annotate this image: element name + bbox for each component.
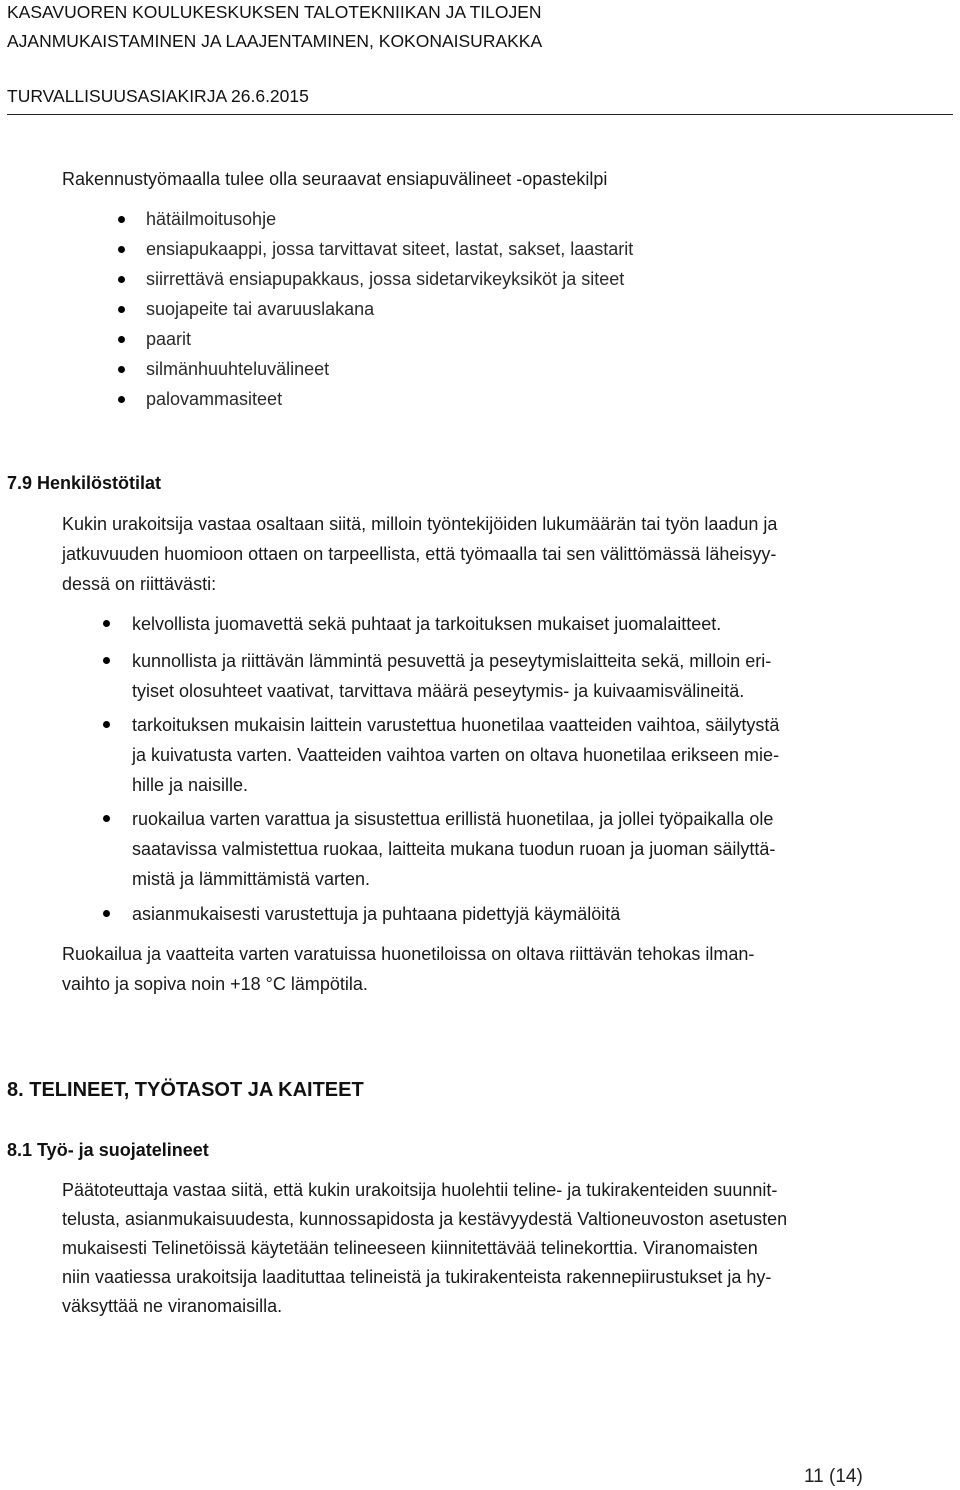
header-title-line-1: KASAVUOREN KOULUKESKUKSEN TALOTEKNIIKAN JA TILOJEN [7, 2, 542, 22]
facility-item [132, 899, 620, 929]
bullet-icon [118, 306, 125, 313]
bullet-icon [103, 620, 110, 627]
first-aid-item: hätäilmoitusohje [146, 209, 277, 229]
text-line: saatavissa valmistettua ruokaa, laitteita mukana tuodun ruoan ja juoman säilyttä- [132, 839, 776, 859]
first-aid-intro: Rakennustyömaalla tulee olla seuraavat ensiapuvälineet -opastekilpi [62, 169, 608, 189]
text-line: niin vaatiessa urakoitsija laadituttaa telineistä ja tukirakenteista rakennepiirustukset ja hy- [62, 1267, 772, 1287]
first-aid-item: siirrettävä ensiapupakkaus, jossa sidetarvikeyksiköt ja siteet [146, 269, 625, 289]
bullet-icon [118, 246, 125, 253]
section-heading-7-9: 7.9 Henkilöstötilat [7, 473, 162, 493]
section-heading-8-1: 8.1 Työ- ja suojatelineet [7, 1140, 209, 1160]
facility-item [132, 609, 721, 639]
text-line: dessä on riittävästi: [62, 574, 217, 594]
header-title-line-2: AJANMUKAISTAMINEN JA LAAJENTAMINEN, KOKONAISURAKKA [7, 31, 543, 51]
page-number: 11 (14) [804, 1466, 863, 1487]
text-line: väksyttää ne viranomaisilla. [62, 1296, 283, 1316]
section-7-9-intro [62, 509, 852, 599]
bullet-icon [118, 336, 125, 343]
first-aid-item: silmänhuuhteluvälineet [146, 359, 330, 379]
section-heading-8: 8. TELINEET, TYÖTASOT JA KAITEET [7, 1079, 364, 1101]
text-line: mistä ja lämmittämistä varten. [132, 869, 371, 889]
text-line: Päätoteuttaja vastaa siitä, että kukin urakoitsija huolehtii teline- ja tukirakenteiden suunnit- [62, 1180, 778, 1200]
facility-item [132, 804, 775, 894]
bullet-icon [103, 657, 110, 664]
section-8-1-body [62, 1176, 852, 1321]
text-line: ja kuivatusta varten. Vaatteiden vaihtoa varten on oltava huonetilaa erikseen mie- [132, 745, 780, 765]
text-line: ruokailua varten varattua ja sisustettua erillistä huonetilaa, ja jollei työpaikalla ole [132, 809, 774, 829]
text-line: Kukin urakoitsija vastaa osaltaan siitä, milloin työntekijöiden lukumäärän tai työn laadun ja [62, 514, 778, 534]
bullet-icon [118, 216, 125, 223]
text-line: tyiset olosuhteet vaativat, tarvittava määrä peseytymis- ja kuivaamisvälineitä. [132, 681, 745, 701]
text-line: Ruokailua ja vaatteita varten varatuissa huonetiloissa on oltava riittävän tehokas ilman- [62, 944, 755, 964]
text-line: hille ja naisille. [132, 775, 249, 795]
text-line: vaihto ja sopiva noin +18 °C lämpötila. [62, 974, 368, 994]
bullet-icon [103, 721, 110, 728]
text-line: jatkuvuuden huomioon ottaen on tarpeellista, että työmaalla tai sen välittömässä läheisyy- [62, 544, 777, 564]
text-line: kelvollista juomavettä sekä puhtaat ja tarkoituksen mukaiset juomalaitteet. [132, 614, 722, 634]
text-line: mukaisesti Telinetöissä käytetään telineeseen kiinnitettävää telinekorttia. Viranomaisten [62, 1238, 758, 1258]
section-7-9-closing [62, 939, 852, 999]
bullet-icon [103, 910, 110, 917]
first-aid-item: ensiapukaappi, jossa tarvittavat siteet, lastat, sakset, laastarit [146, 239, 634, 259]
first-aid-item: suojapeite tai avaruuslakana [146, 299, 375, 319]
text-line: asianmukaisesti varustettuja ja puhtaana pidettyjä käymälöitä [132, 904, 621, 924]
first-aid-item: palovammasiteet [146, 389, 283, 409]
facility-item [132, 646, 771, 706]
bullet-icon [118, 396, 125, 403]
text-line: kunnollista ja riittävän lämmintä pesuvettä ja peseytymislaitteita sekä, milloin eri- [132, 651, 772, 671]
bullet-icon [118, 366, 125, 373]
text-line: tarkoituksen mukaisin laittein varustettua huonetilaa vaatteiden vaihtoa, säilytystä [132, 715, 780, 735]
first-aid-item: paarit [146, 329, 192, 349]
bullet-icon [118, 276, 125, 283]
text-line: telusta, asianmukaisuudesta, kunnossapidosta ja kestävyydestä Valtioneuvoston asetusten [62, 1209, 788, 1229]
header-divider [7, 114, 953, 115]
facility-item [132, 710, 779, 800]
header-document-date: TURVALLISUUSASIAKIRJA 26.6.2015 [7, 86, 309, 106]
bullet-icon [103, 815, 110, 822]
